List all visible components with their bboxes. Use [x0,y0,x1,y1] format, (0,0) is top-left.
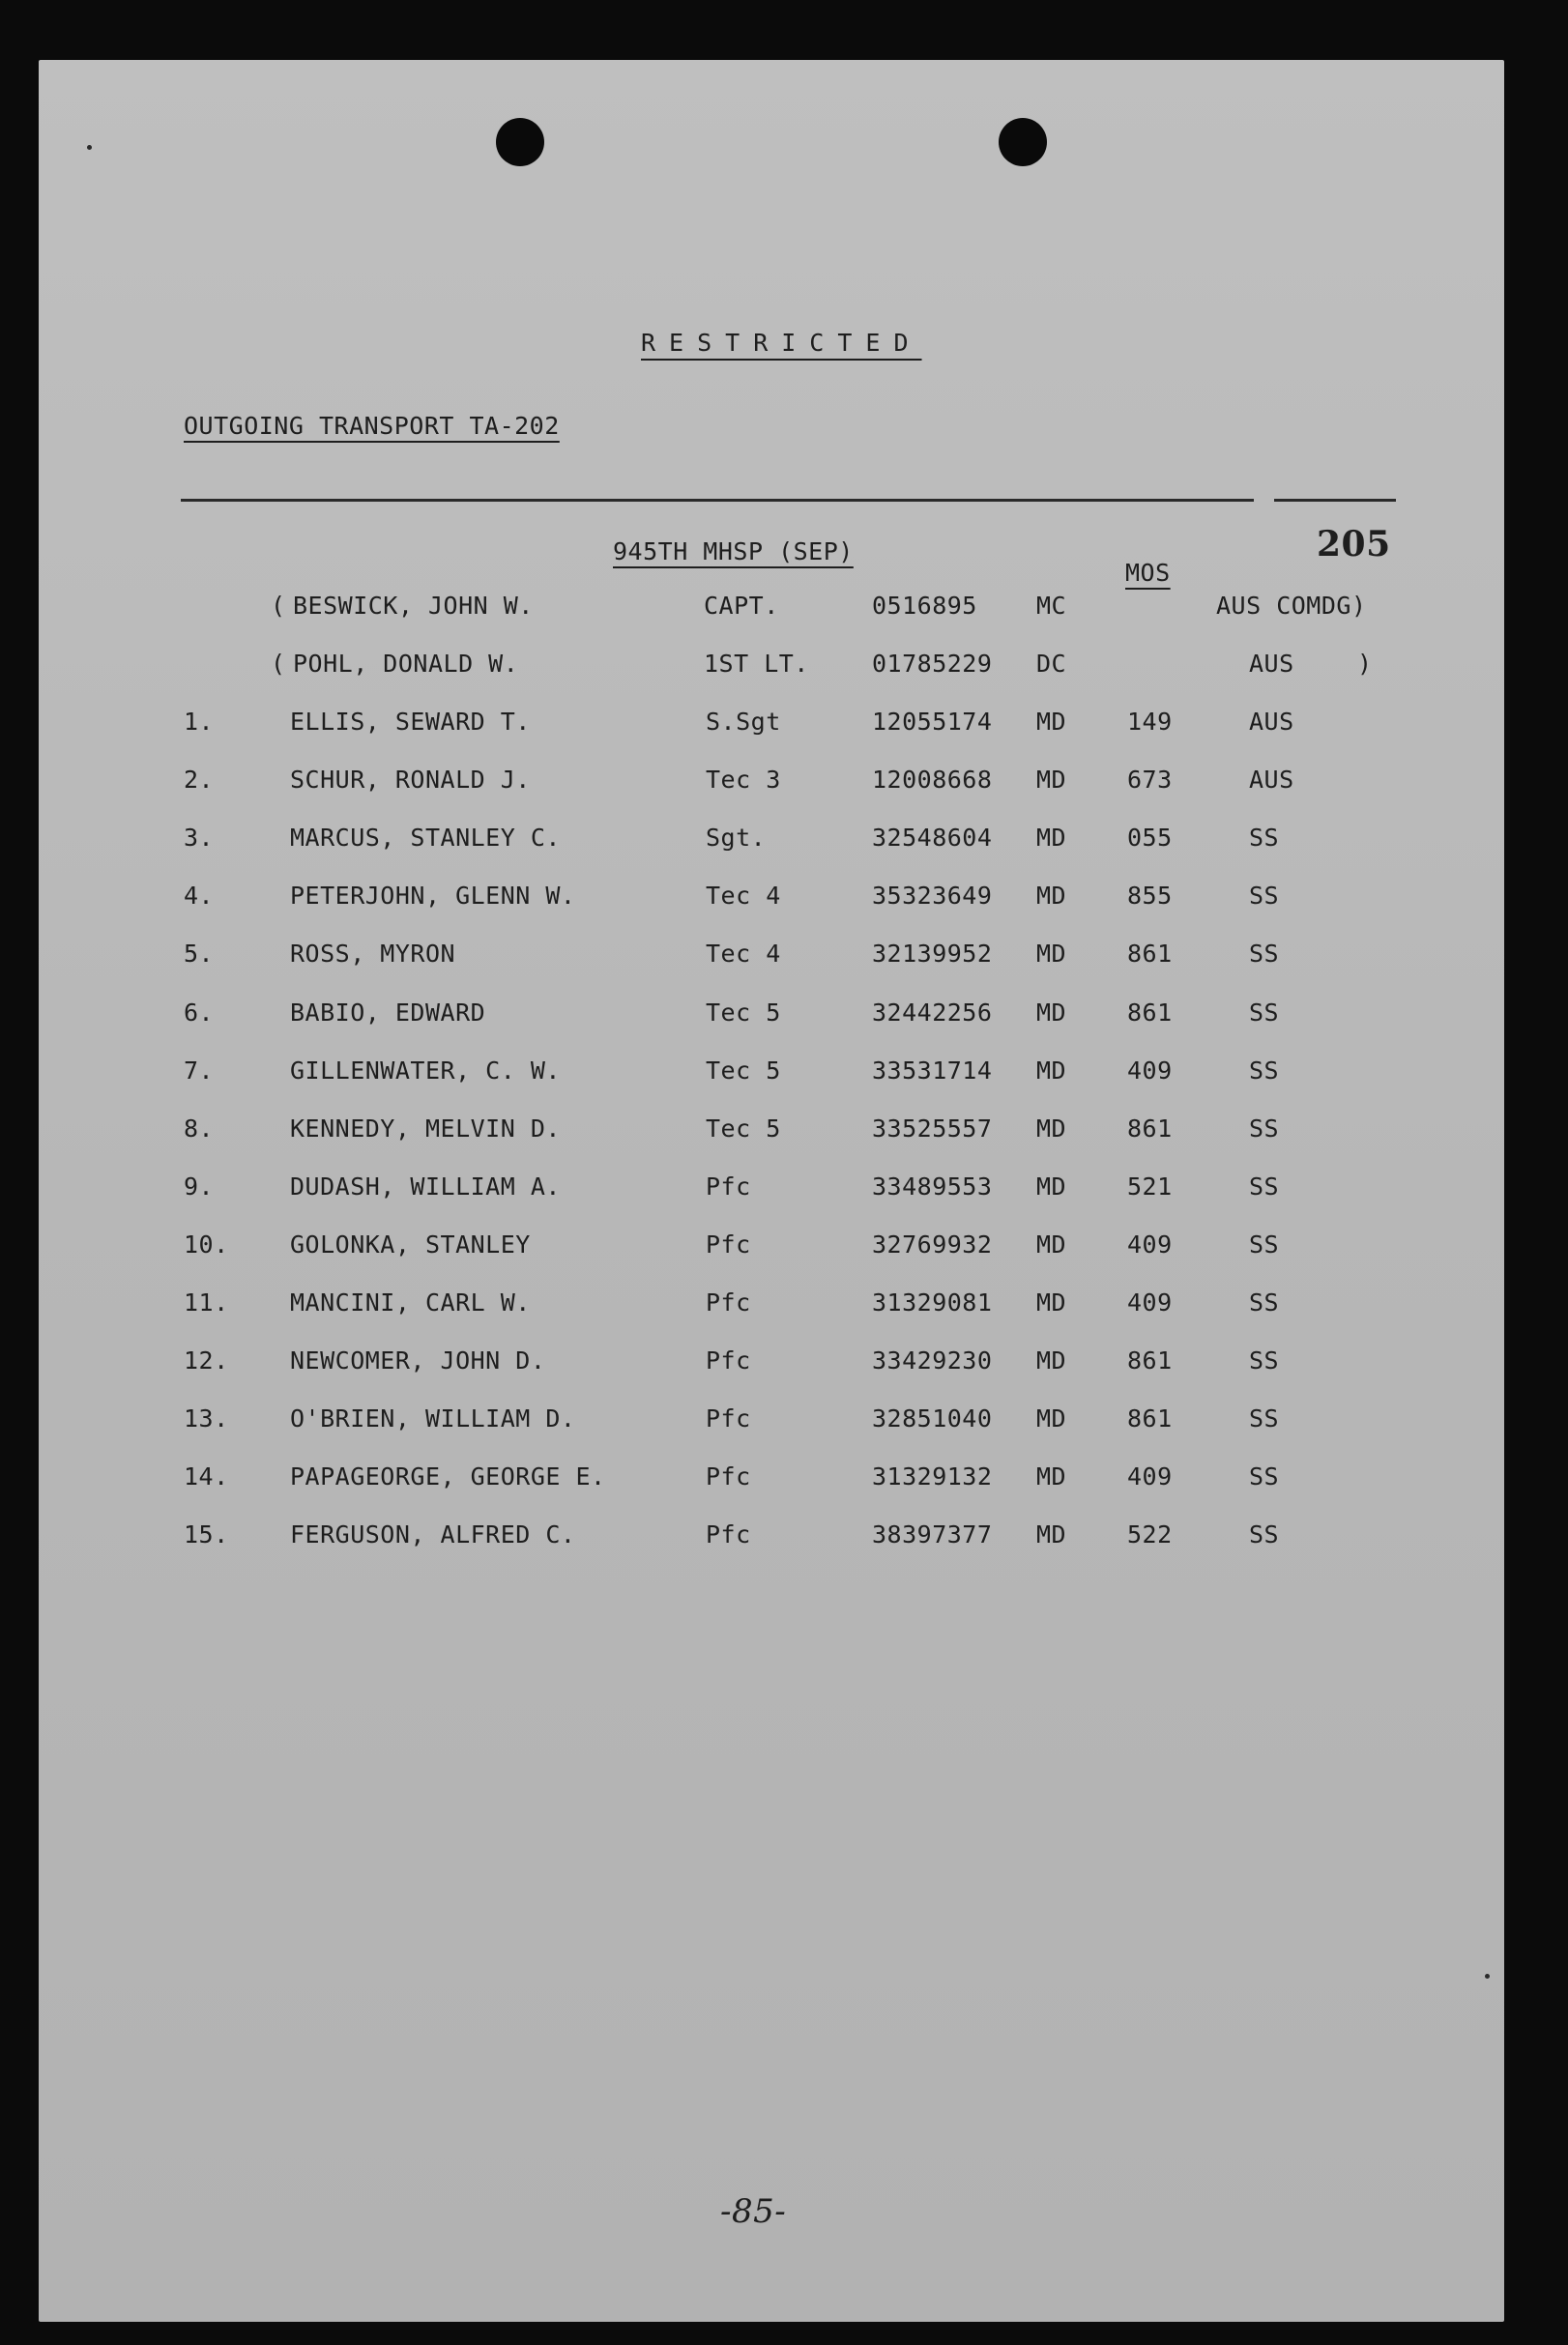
document-page [39,60,1504,2322]
soldier-branch: MD [1036,882,1067,910]
soldier-serial: 12055174 [872,708,993,736]
soldier-component: SS [1249,1172,1280,1201]
row-number: 2. [184,766,215,794]
soldier-rank: Tec 5 [706,1057,781,1085]
soldier-branch: MD [1036,1057,1067,1085]
soldier-branch: MD [1036,1520,1067,1549]
unit-heading: 945TH MHSP (SEP) [613,537,854,565]
row-number: 5. [184,940,215,968]
punch-hole-right [999,118,1047,166]
officer-serial: 01785229 [872,650,993,678]
paper-speck [1485,1974,1490,1979]
soldier-serial: 33531714 [872,1057,993,1085]
row-number: 4. [184,882,215,910]
soldier-serial: 33489553 [872,1172,993,1201]
soldier-component: AUS [1249,708,1294,736]
soldier-name: O'BRIEN, WILLIAM D. [290,1404,576,1433]
row-number: 8. [184,1115,215,1143]
punch-hole-left [496,118,544,166]
soldier-component: SS [1249,1115,1280,1143]
mos-column-label: MOS [1125,559,1171,587]
soldier-rank: Tec 5 [706,999,781,1027]
soldier-branch: MD [1036,1404,1067,1433]
soldier-rank: Pfc [706,1346,751,1375]
officer-branch: DC [1036,650,1067,678]
soldier-rank: Tec 3 [706,766,781,794]
soldier-component: SS [1249,999,1280,1027]
soldier-serial: 32769932 [872,1230,993,1259]
transport-heading: OUTGOING TRANSPORT TA-202 [184,412,560,440]
soldier-branch: MD [1036,999,1067,1027]
soldier-component: SS [1249,1404,1280,1433]
soldier-component: AUS [1249,766,1294,794]
soldier-branch: MD [1036,1346,1067,1375]
row-number: 14. [184,1462,229,1491]
officer-open-paren: ( [271,650,286,678]
soldier-name: MANCINI, CARL W. [290,1288,531,1317]
soldier-component: SS [1249,1057,1280,1085]
officer-component: AUS [1249,650,1294,678]
soldier-component: SS [1249,1462,1280,1491]
officer-name: POHL, DONALD W. [293,650,519,678]
header-rule-right [1274,499,1396,502]
soldier-component: SS [1249,1230,1280,1259]
soldier-name: KENNEDY, MELVIN D. [290,1115,561,1143]
soldier-serial: 35323649 [872,882,993,910]
row-number: 12. [184,1346,229,1375]
soldier-serial: 32139952 [872,940,993,968]
classification-heading: RESTRICTED [641,329,922,357]
row-number: 9. [184,1172,215,1201]
soldier-name: NEWCOMER, JOHN D. [290,1346,546,1375]
officer-component: AUS COMDG) [1216,592,1367,620]
soldier-rank: Pfc [706,1288,751,1317]
soldier-name: PAPAGEORGE, GEORGE E. [290,1462,606,1491]
paper-speck [87,145,92,150]
soldier-mos: 855 [1127,882,1173,910]
soldier-branch: MD [1036,1462,1067,1491]
officer-branch: MC [1036,592,1067,620]
soldier-rank: Pfc [706,1520,751,1549]
soldier-rank: Pfc [706,1230,751,1259]
soldier-mos: 861 [1127,1404,1173,1433]
soldier-serial: 33429230 [872,1346,993,1375]
soldier-name: PETERJOHN, GLENN W. [290,882,576,910]
soldier-branch: MD [1036,824,1067,852]
soldier-branch: MD [1036,1172,1067,1201]
soldier-branch: MD [1036,1115,1067,1143]
soldier-name: BABIO, EDWARD [290,999,486,1027]
soldier-serial: 31329132 [872,1462,993,1491]
soldier-rank: Pfc [706,1172,751,1201]
soldier-serial: 32851040 [872,1404,993,1433]
soldier-name: GOLONKA, STANLEY [290,1230,531,1259]
soldier-serial: 32442256 [872,999,993,1027]
soldier-rank: Tec 4 [706,940,781,968]
soldier-component: SS [1249,824,1280,852]
soldier-mos: 673 [1127,766,1173,794]
soldier-mos: 409 [1127,1057,1173,1085]
soldier-branch: MD [1036,1230,1067,1259]
handwritten-page-number: -85- [720,2192,787,2231]
soldier-rank: Pfc [706,1462,751,1491]
soldier-serial: 31329081 [872,1288,993,1317]
row-number: 6. [184,999,215,1027]
soldier-mos: 409 [1127,1230,1173,1259]
row-number: 1. [184,708,215,736]
header-rule-left [181,499,1254,502]
soldier-component: SS [1249,1288,1280,1317]
soldier-rank: Sgt. [706,824,767,852]
soldier-name: ROSS, MYRON [290,940,456,968]
soldier-mos: 861 [1127,940,1173,968]
row-number: 7. [184,1057,215,1085]
soldier-mos: 409 [1127,1462,1173,1491]
soldier-serial: 33525557 [872,1115,993,1143]
row-number: 15. [184,1520,229,1549]
soldier-serial: 12008668 [872,766,993,794]
row-number: 11. [184,1288,229,1317]
soldier-name: GILLENWATER, C. W. [290,1057,561,1085]
soldier-branch: MD [1036,940,1067,968]
soldier-component: SS [1249,940,1280,968]
officer-rank: CAPT. [704,592,779,620]
officer-close-paren: ) [1357,650,1373,678]
officer-open-paren: ( [271,592,286,620]
soldier-rank: Tec 5 [706,1115,781,1143]
soldier-name: MARCUS, STANLEY C. [290,824,561,852]
soldier-rank: S.Sgt [706,708,781,736]
officer-serial: 0516895 [872,592,977,620]
soldier-mos: 149 [1127,708,1173,736]
soldier-serial: 32548604 [872,824,993,852]
soldier-serial: 38397377 [872,1520,993,1549]
soldier-name: FERGUSON, ALFRED C. [290,1520,576,1549]
row-number: 10. [184,1230,229,1259]
soldier-name: ELLIS, SEWARD T. [290,708,531,736]
row-number: 3. [184,824,215,852]
soldier-component: SS [1249,1346,1280,1375]
soldier-mos: 522 [1127,1520,1173,1549]
soldier-mos: 861 [1127,1346,1173,1375]
soldier-name: SCHUR, RONALD J. [290,766,531,794]
soldier-name: DUDASH, WILLIAM A. [290,1172,561,1201]
soldier-component: SS [1249,882,1280,910]
page-number: 205 [1317,524,1391,565]
soldier-branch: MD [1036,1288,1067,1317]
soldier-mos: 861 [1127,999,1173,1027]
row-number: 13. [184,1404,229,1433]
soldier-branch: MD [1036,766,1067,794]
soldier-mos: 521 [1127,1172,1173,1201]
officer-rank: 1ST LT. [704,650,809,678]
soldier-component: SS [1249,1520,1280,1549]
soldier-mos: 861 [1127,1115,1173,1143]
soldier-rank: Tec 4 [706,882,781,910]
officer-name: BESWICK, JOHN W. [293,592,534,620]
soldier-mos: 055 [1127,824,1173,852]
soldier-mos: 409 [1127,1288,1173,1317]
soldier-rank: Pfc [706,1404,751,1433]
soldier-branch: MD [1036,708,1067,736]
